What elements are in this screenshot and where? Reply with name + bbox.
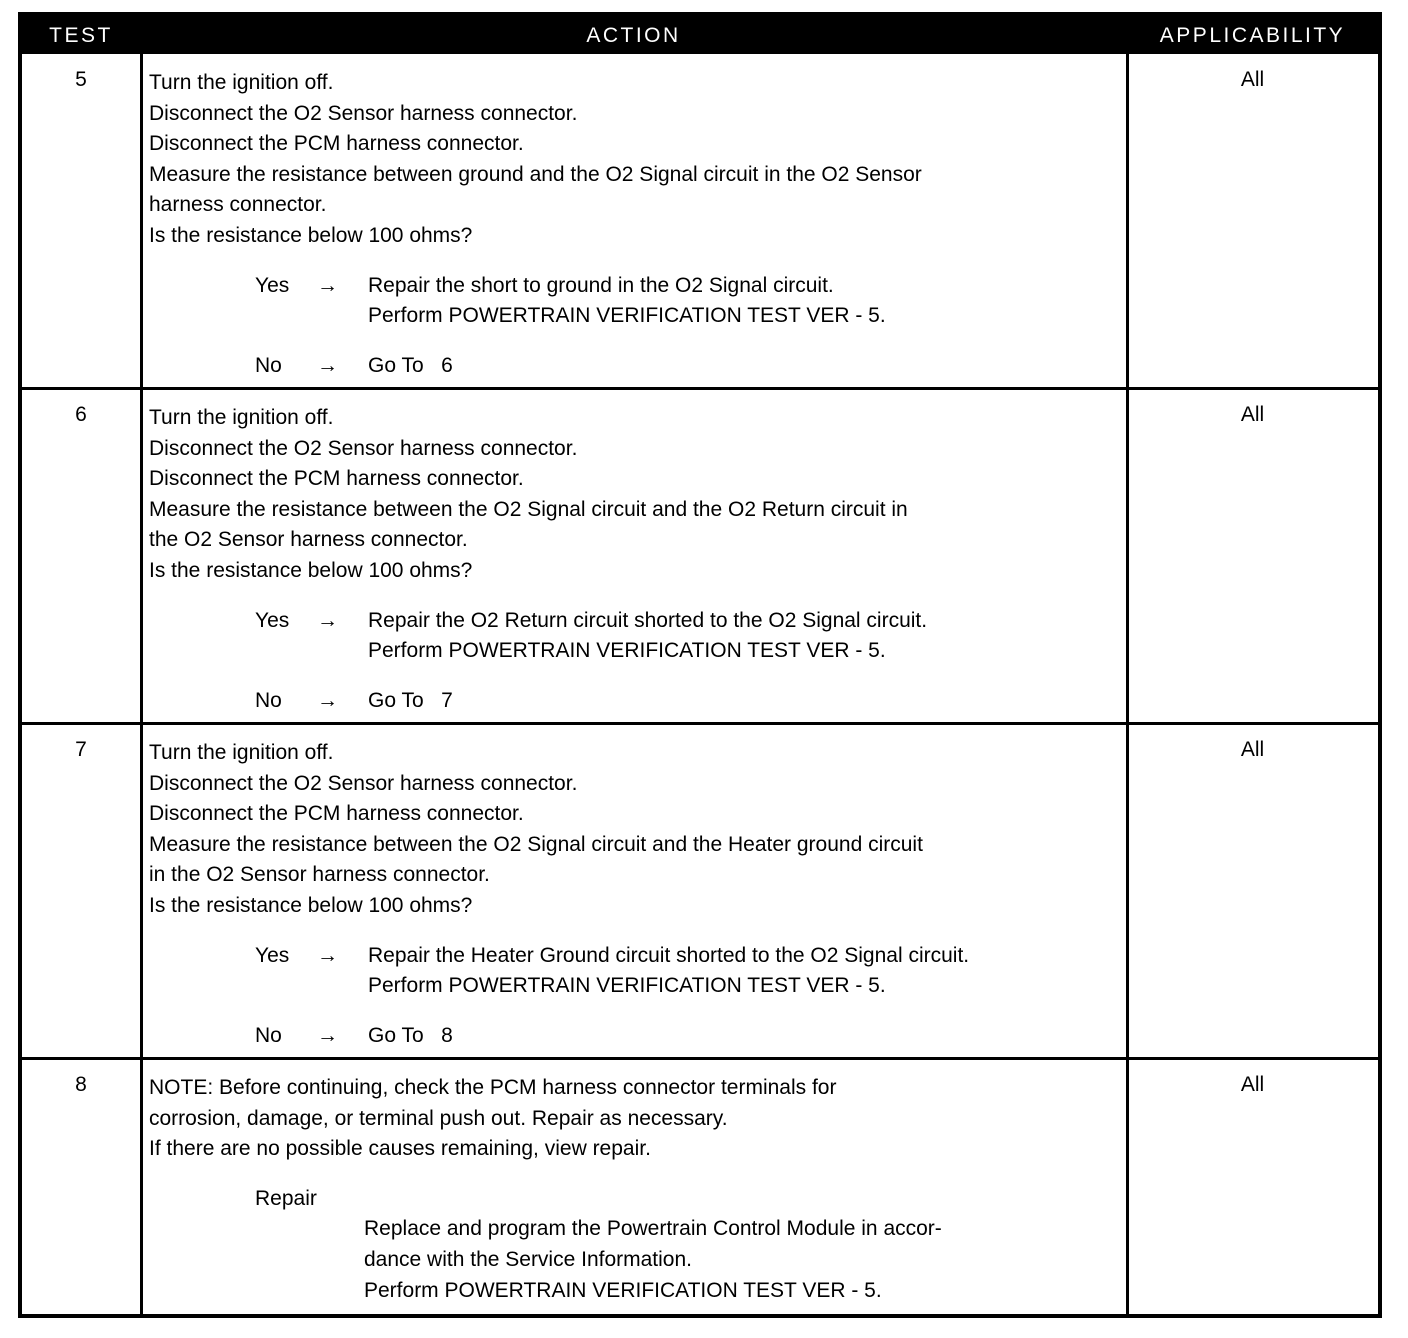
yes-text: Repair the O2 Return circuit shorted to the O2 Signal circuit. [368, 608, 928, 632]
action-line: Turn the ignition off. [149, 741, 334, 764]
action-line: Disconnect the O2 Sensor harness connector. [149, 771, 578, 795]
arrow-icon: → [317, 608, 338, 632]
no-response [149, 1021, 1124, 1052]
action-line: Is the resistance below 100 ohms? [149, 893, 473, 917]
no-response [149, 351, 1124, 382]
action-line: corrosion, damage, or terminal push out. Repair as necessary. [149, 1106, 728, 1130]
arrow-icon: → [317, 688, 338, 712]
action-line: Disconnect the PCM harness connector. [149, 467, 524, 491]
row-divider [22, 722, 1378, 725]
action-line: Disconnect the O2 Sensor harness connector. [149, 101, 578, 125]
row-divider [22, 1057, 1378, 1060]
no-text: Go To 8 [368, 1023, 453, 1047]
action-cell [149, 1073, 1124, 1306]
repair-line: dance with the Service Information. [364, 1247, 693, 1271]
header-action: ACTION [586, 24, 681, 47]
header-applicability: APPLICABILITY [1159, 24, 1346, 47]
table-header [22, 16, 1378, 54]
action-line: Measure the resistance between ground and the O2 Signal circuit in the O2 Sensor [149, 162, 922, 186]
applicability-cell: All [1240, 1073, 1265, 1096]
yes-text: Perform POWERTRAIN VERIFICATION TEST VER - 5. [368, 639, 886, 663]
test-number: 5 [75, 68, 87, 91]
test-number: 6 [75, 403, 87, 426]
no-response [149, 686, 1124, 717]
action-line: Measure the resistance between the O2 Signal circuit and the Heater ground circuit [149, 832, 923, 856]
action-line: Disconnect the PCM harness connector. [149, 802, 524, 826]
yes-text: Repair the Heater Ground circuit shorted to the O2 Signal circuit. [368, 943, 970, 967]
test-number: 8 [75, 1073, 87, 1096]
action-cell [149, 68, 1124, 381]
column-divider [140, 54, 143, 1314]
yes-response-continued [149, 301, 1124, 332]
applicability-cell: All [1240, 738, 1265, 761]
action-line: Is the resistance below 100 ohms? [149, 558, 473, 582]
no-text: Go To 7 [368, 688, 453, 712]
action-line: Turn the ignition off. [149, 406, 334, 429]
arrow-icon: → [317, 943, 338, 967]
yes-response [149, 606, 1124, 637]
no-text: Go To 6 [368, 353, 453, 377]
no-label: No [255, 1023, 282, 1047]
action-line: harness connector. [149, 193, 327, 217]
action-line: Disconnect the O2 Sensor harness connector. [149, 436, 578, 460]
yes-text: Repair the short to ground in the O2 Signal circuit. [368, 273, 834, 297]
diagnostic-table [18, 12, 1382, 1318]
no-label: No [255, 353, 282, 377]
action-cell [149, 738, 1124, 1051]
header-test: TEST [49, 24, 113, 47]
yes-text: Perform POWERTRAIN VERIFICATION TEST VER - 5. [368, 974, 886, 998]
yes-response-continued [149, 971, 1124, 1002]
column-divider [1126, 54, 1129, 1314]
row-divider [22, 387, 1378, 390]
arrow-icon: → [317, 273, 338, 297]
yes-label: Yes [255, 943, 290, 967]
repair-line: Perform POWERTRAIN VERIFICATION TEST VER - 5. [364, 1278, 882, 1302]
repair-label: Repair [255, 1186, 317, 1210]
action-line: Measure the resistance between the O2 Signal circuit and the O2 Return circuit in [149, 497, 908, 521]
yes-response-continued [149, 636, 1124, 667]
applicability-cell: All [1240, 68, 1265, 91]
arrow-icon: → [317, 353, 338, 377]
yes-response [149, 271, 1124, 302]
action-cell [149, 403, 1124, 716]
repair-line: Replace and program the Powertrain Control Module in accor- [364, 1217, 942, 1241]
action-line: in the O2 Sensor harness connector. [149, 863, 490, 887]
applicability-cell: All [1240, 403, 1265, 426]
action-line: NOTE: Before continuing, check the PCM harness connector terminals for [149, 1076, 837, 1099]
arrow-icon: → [317, 1023, 338, 1047]
action-line: If there are no possible causes remaining, view repair. [149, 1137, 651, 1161]
action-line: Turn the ignition off. [149, 71, 334, 94]
action-line: Disconnect the PCM harness connector. [149, 132, 524, 156]
test-number: 7 [75, 738, 87, 761]
action-line: the O2 Sensor harness connector. [149, 528, 468, 552]
action-line: Is the resistance below 100 ohms? [149, 223, 473, 247]
no-label: No [255, 688, 282, 712]
yes-text: Perform POWERTRAIN VERIFICATION TEST VER - 5. [368, 304, 886, 328]
yes-label: Yes [255, 608, 290, 632]
yes-label: Yes [255, 273, 290, 297]
yes-response [149, 941, 1124, 972]
